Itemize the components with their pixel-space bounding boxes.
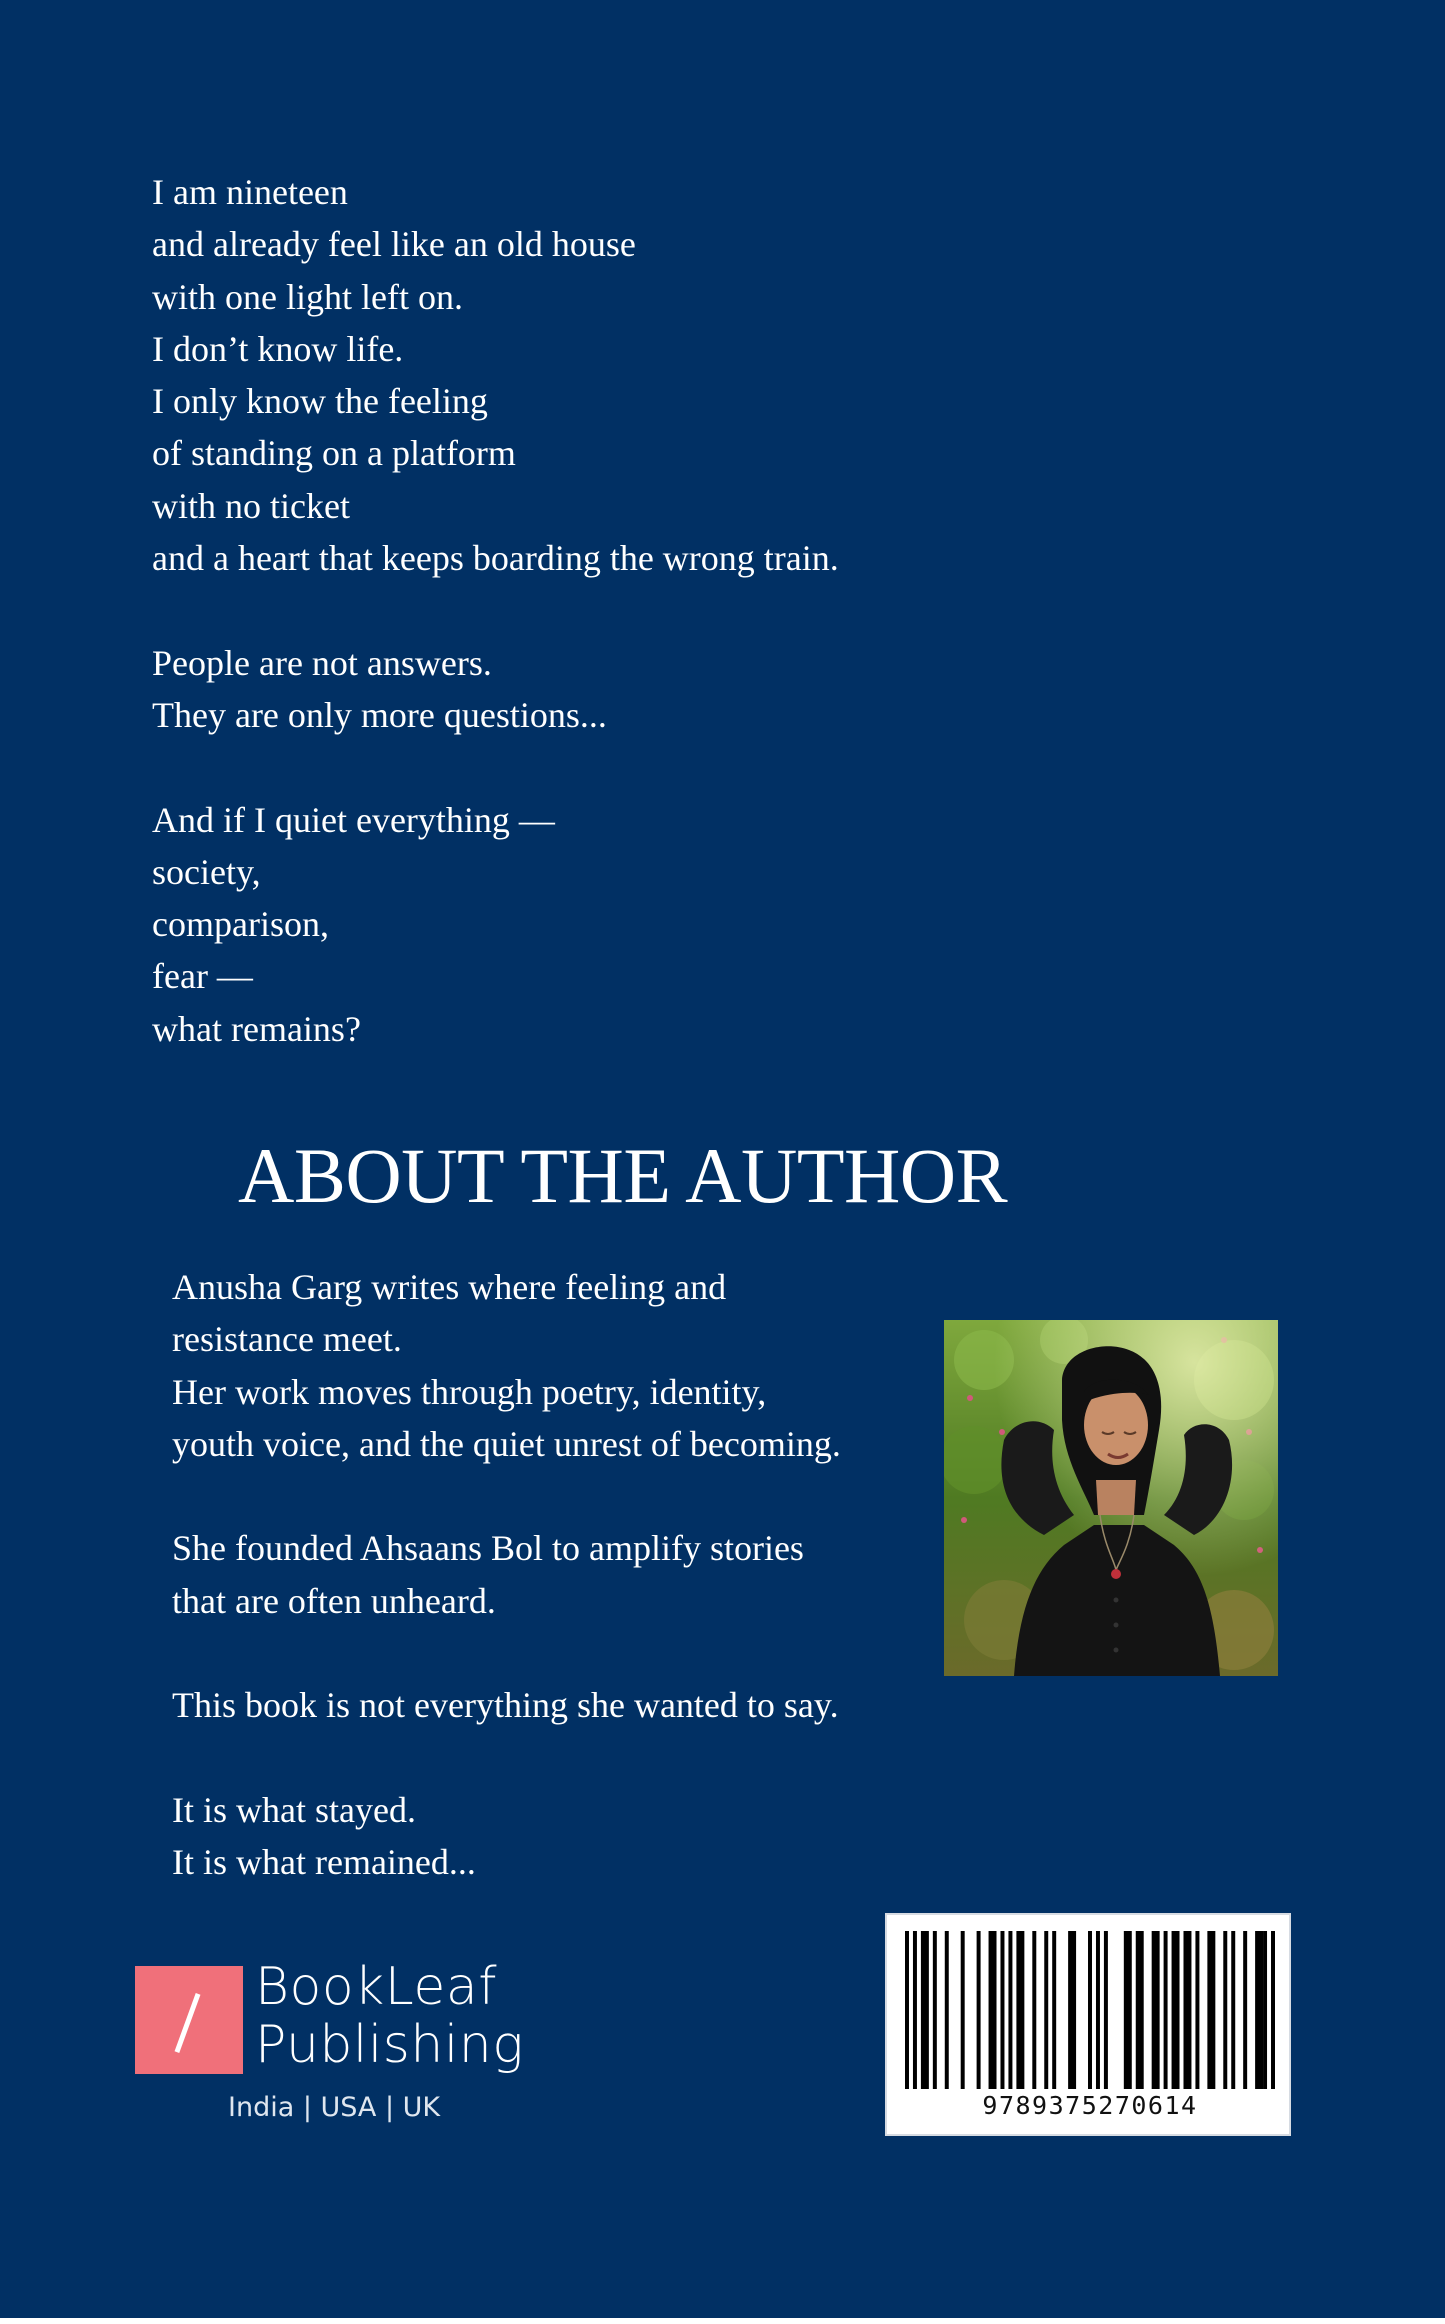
barcode-bar [1183,1931,1191,2089]
poem-line: of standing on a platform [152,433,516,474]
barcode-bar [989,1931,997,2089]
poem-line: with one light left on. [152,276,463,317]
barcode-bar [961,1931,965,2089]
publisher-logo [135,1957,535,2130]
barcode-bar [1000,1931,1004,2089]
poem-line: They are only more questions... [152,694,607,735]
poem-line: society, [152,851,261,892]
barcode-bar [1136,1931,1144,2089]
barcode-bar [1195,1931,1199,2089]
poem-line: what remains? [152,1008,361,1049]
poem-line: And if I quiet everything — [152,799,555,840]
poem-stanza-1 [152,166,1052,584]
barcode-bar [1164,1931,1168,2089]
bio-paragraph-2 [172,1522,932,1627]
bio-line: Her work moves through poetry, identity, [172,1371,767,1412]
barcode-icon [905,1931,1275,2089]
barcode-bar [1124,1931,1132,2089]
publisher-name-line2: Publishing [255,2015,524,2075]
bio-line: It is what stayed. [172,1789,416,1830]
publisher-tagline: India | USA | UK [228,2092,441,2123]
barcode-bar [1096,1931,1100,2089]
barcode-bar [1271,1931,1275,2089]
barcode-bar [1231,1931,1235,2089]
barcode-bar [1016,1931,1024,2089]
author-photo [944,1320,1278,1676]
publisher-name [255,1958,524,2074]
barcode-bar [913,1931,917,2089]
bio-line: youth voice, and the quiet unrest of becoming. [172,1423,841,1464]
barcode-bar [1207,1931,1215,2089]
barcode-bar [1008,1931,1012,2089]
barcode-bar [1104,1931,1108,2089]
poem-line: and a heart that keeps boarding the wrong train. [152,538,839,579]
barcode-bar [1032,1931,1036,2089]
bio-paragraph-3 [172,1679,932,1731]
about-author-heading: ABOUT THE AUTHOR [238,1132,1008,1219]
poem-line: with no ticket [152,485,350,526]
poem-line: People are not answers. [152,642,492,683]
barcode-bar [1052,1931,1056,2089]
poem-excerpt [152,166,1052,1107]
bio-line: She founded Ahsaans Bol to amplify stories [172,1528,804,1569]
bio-line: Anusha Garg writes where feeling and [172,1267,727,1307]
barcode-bar [945,1931,949,2089]
bio-line: that are often unheard. [172,1580,496,1621]
bio-line: This book is not everything she wanted to say. [172,1685,839,1726]
poem-line: fear — [152,956,253,997]
barcode-bar [1044,1931,1048,2089]
poem-line: I only know the feeling [152,381,488,422]
bio-line: resistance meet. [172,1319,402,1360]
poem-line: comparison, [152,904,329,945]
poem-line: I don’t know life. [152,328,404,369]
poem-stanza-3 [152,794,1052,1055]
barcode-bar [1223,1931,1227,2089]
isbn-number: 9789375270614 [982,2091,1198,2120]
bio-line: It is what remained... [172,1842,476,1883]
slash-icon [135,1966,243,2074]
poem-line: I am nineteen [152,172,348,212]
author-bio [172,1261,932,1941]
isbn-barcode [885,1913,1291,2136]
poem-stanza-2 [152,637,1052,742]
barcode-bar [1088,1931,1092,2089]
publisher-name-line1: BookLeaf [255,1957,498,2017]
barcode-bar [1263,1931,1267,2089]
barcode-bar [1243,1931,1247,2089]
barcode-bar [1152,1931,1160,2089]
bio-paragraph-1 [172,1261,932,1470]
barcode-bar [1068,1931,1076,2089]
poem-line: and already feel like an old house [152,224,636,265]
barcode-bar [1172,1931,1180,2089]
barcode-bar [921,1931,929,2089]
barcode-bar [905,1931,909,2089]
barcode-bar [1255,1931,1263,2089]
bio-paragraph-4 [172,1784,932,1889]
barcode-bar [933,1931,937,2089]
barcode-bar [977,1931,981,2089]
